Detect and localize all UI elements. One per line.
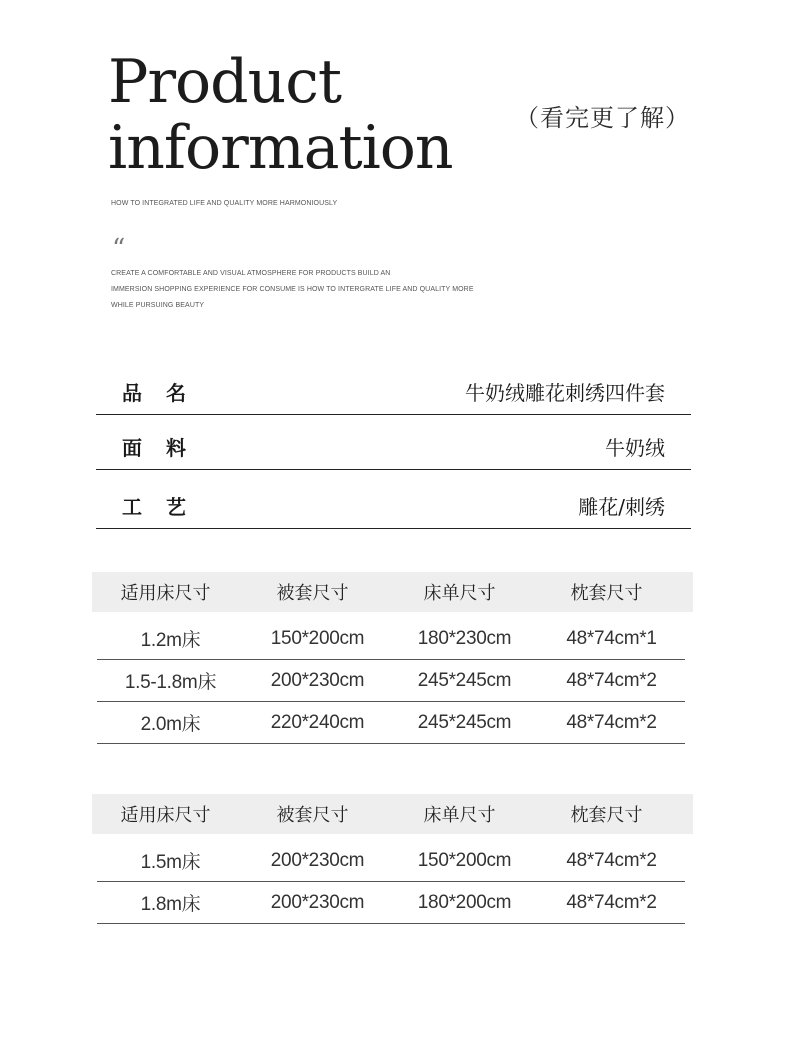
table-cell: 1.2m床 [140, 630, 201, 651]
table-row [97, 660, 685, 702]
spec-label: 品名 [122, 381, 210, 405]
spec-label: 工艺 [122, 495, 210, 519]
intro-line-1: CREATE A COMFORTABLE AND VISUAL ATMOSPHERE FOR PRODUCTS BUILD AN [111, 270, 391, 277]
spec-value: 牛奶绒 [605, 436, 665, 460]
intro-line-2: IMMERSION SHOPPING EXPERIENCE FOR CONSUME IS HOW TO INTERGRATE LIFE AND QUALITY MORE [111, 286, 474, 293]
table-cell: 48*74cm*1 [566, 627, 657, 649]
title-line-information: information [108, 113, 453, 183]
header-cell: 被套尺寸 [276, 583, 349, 604]
table-cell: 180*200cm [417, 891, 512, 913]
table-header [92, 572, 693, 612]
table-cell: 48*74cm*2 [566, 669, 657, 691]
header-cell: 枕套尺寸 [570, 583, 643, 604]
header-cell: 床单尺寸 [423, 805, 496, 826]
spec-row-fabric [96, 423, 691, 470]
table-row [97, 840, 685, 882]
spec-row-craft [96, 482, 691, 529]
table-cell: 180*230cm [417, 627, 512, 649]
size-table-2 [92, 794, 693, 924]
table-cell: 200*230cm [270, 669, 365, 691]
quote-icon: “ [112, 234, 126, 264]
table-cell: 2.0m床 [140, 714, 201, 735]
table-cell: 245*245cm [417, 669, 512, 691]
table-cell: 245*245cm [417, 711, 512, 733]
spec-value: 雕花/刺绣 [578, 495, 665, 519]
table-row [97, 702, 685, 744]
table-cell: 200*230cm [270, 891, 365, 913]
header-cell: 枕套尺寸 [570, 805, 643, 826]
table-header [92, 794, 693, 834]
table-cell: 1.8m床 [140, 894, 201, 915]
table-cell: 150*200cm [417, 849, 512, 871]
header-cell: 适用床尺寸 [120, 583, 211, 604]
title-line-product: Product [108, 47, 341, 117]
table-cell: 220*240cm [270, 711, 365, 733]
spec-row-name [96, 368, 691, 415]
table-cell: 1.5m床 [140, 852, 201, 873]
header-cell: 床单尺寸 [423, 583, 496, 604]
read-more-note: （看完更了解） [515, 104, 690, 132]
table-cell: 48*74cm*2 [566, 891, 657, 913]
spec-value: 牛奶绒雕花刺绣四件套 [465, 381, 665, 405]
table-cell: 200*230cm [270, 849, 365, 871]
table-cell: 1.5-1.8m床 [124, 672, 217, 693]
header-cell: 被套尺寸 [276, 805, 349, 826]
size-table-1 [92, 572, 693, 744]
header-cell: 适用床尺寸 [120, 805, 211, 826]
table-cell: 48*74cm*2 [566, 711, 657, 733]
spec-label: 面料 [122, 436, 210, 460]
table-row [97, 882, 685, 924]
intro-line-3: WHILE PURSUING BEAUTY [111, 302, 205, 309]
table-cell: 48*74cm*2 [566, 849, 657, 871]
table-cell: 150*200cm [270, 627, 365, 649]
tagline: HOW TO INTEGRATED LIFE AND QUALITY MORE HARMONIOUSLY [111, 200, 338, 207]
table-row [97, 618, 685, 660]
